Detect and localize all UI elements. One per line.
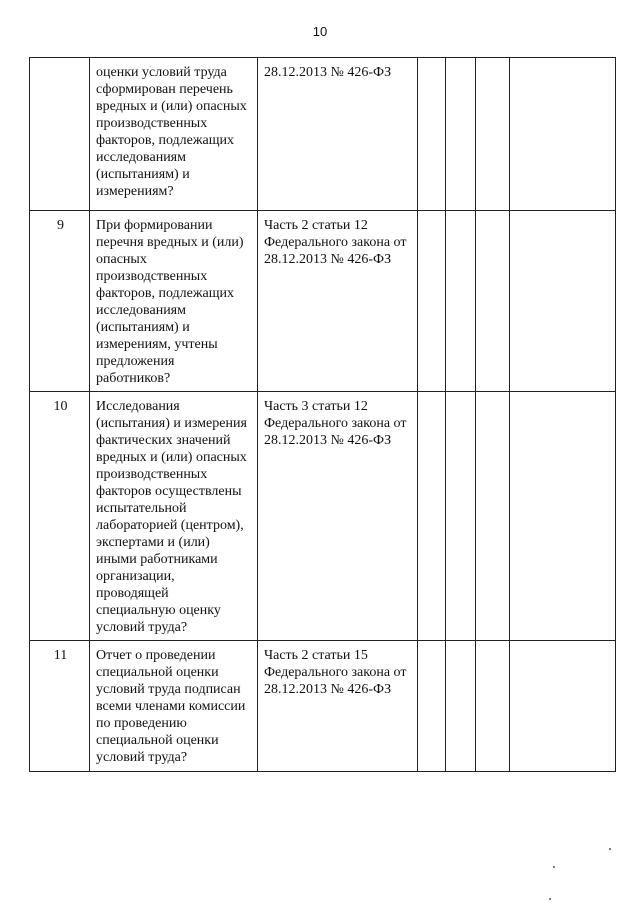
checklist-table bbox=[29, 57, 616, 772]
question-cell: Отчет о проведении специальной оценки условий труда подписан всеми членами комиссии по проведению специальной оценки условий труда? bbox=[90, 641, 258, 772]
note-cell bbox=[510, 211, 616, 392]
reference-cell: Часть 2 статьи 12 Федерального закона от 28.12.2013 № 426-ФЗ bbox=[258, 211, 418, 392]
answer-yes-cell bbox=[418, 58, 446, 211]
answer-no-cell bbox=[446, 392, 476, 641]
table-row bbox=[30, 392, 616, 641]
answer-na-cell bbox=[476, 641, 510, 772]
scan-speck bbox=[553, 866, 555, 868]
answer-na-cell bbox=[476, 392, 510, 641]
question-cell: Исследования (испытания) и измерения фактических значений вредных и (или) опасных производственных факторов осуществлены испытательной лабораторией (центром), экспертами и (или) иными работниками организации, проводящей специальную оценку условий труда? bbox=[90, 392, 258, 641]
answer-yes-cell bbox=[418, 641, 446, 772]
answer-no-cell bbox=[446, 641, 476, 772]
row-number: 9 bbox=[30, 211, 90, 392]
note-cell bbox=[510, 392, 616, 641]
answer-yes-cell bbox=[418, 392, 446, 641]
row-number: 11 bbox=[30, 641, 90, 772]
row-number bbox=[30, 58, 90, 211]
question-cell: оценки условий труда сформирован перечень вредных и (или) опасных производственных факторов, подлежащих исследованиям (испытаниям) и измерениям? bbox=[90, 58, 258, 211]
note-cell bbox=[510, 641, 616, 772]
question-cell: При формировании перечня вредных и (или) опасных производственных факторов, подлежащих исследованиям (испытаниям) и измерениям, учтены предложения работников? bbox=[90, 211, 258, 392]
table-row bbox=[30, 58, 616, 211]
table-row bbox=[30, 211, 616, 392]
row-number: 10 bbox=[30, 392, 90, 641]
reference-cell: Часть 3 статьи 12 Федерального закона от 28.12.2013 № 426-ФЗ bbox=[258, 392, 418, 641]
answer-na-cell bbox=[476, 58, 510, 211]
reference-cell: Часть 2 статьи 15 Федерального закона от 28.12.2013 № 426-ФЗ bbox=[258, 641, 418, 772]
reference-cell: 28.12.2013 № 426-ФЗ bbox=[258, 58, 418, 211]
page-number: 10 bbox=[312, 24, 328, 39]
answer-yes-cell bbox=[418, 211, 446, 392]
table-row bbox=[30, 641, 616, 772]
answer-no-cell bbox=[446, 211, 476, 392]
answer-na-cell bbox=[476, 211, 510, 392]
note-cell bbox=[510, 58, 616, 211]
scan-speck bbox=[549, 898, 551, 900]
answer-no-cell bbox=[446, 58, 476, 211]
scan-speck bbox=[609, 848, 611, 850]
